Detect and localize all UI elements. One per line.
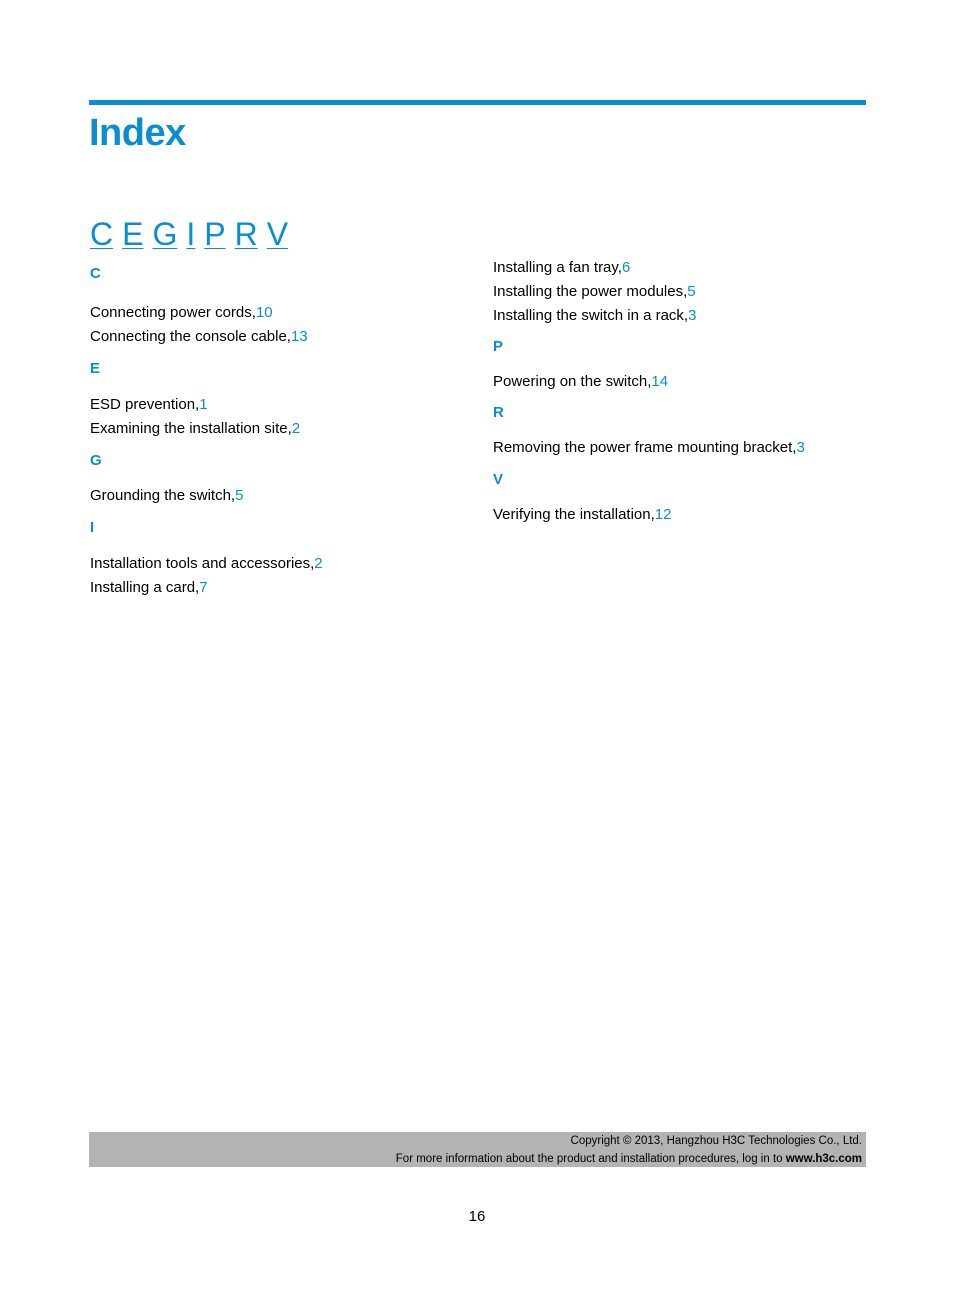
- index-entry: [90, 325, 470, 349]
- entry-page-link[interactable]: 3: [688, 307, 697, 324]
- entry-page-link[interactable]: 2: [291, 420, 301, 437]
- entry-page-link[interactable]: 13: [290, 328, 308, 345]
- index-entry: [493, 280, 873, 304]
- entry-page-link[interactable]: 14: [651, 373, 669, 390]
- letter-index-nav: [90, 214, 288, 254]
- entry-text: Connecting the console cable,: [90, 328, 291, 345]
- letter-link-i[interactable]: I: [186, 216, 196, 252]
- footer-website-link[interactable]: www.h3c.com: [785, 1153, 862, 1165]
- index-entry: [493, 370, 873, 394]
- index-column-left: [90, 256, 470, 600]
- entry-page-link[interactable]: 7: [199, 579, 208, 596]
- section-letter-p: P: [493, 338, 504, 355]
- index-entry: [493, 503, 873, 527]
- entry-page-link[interactable]: 6: [621, 259, 631, 276]
- section-letter-c: C: [90, 265, 101, 282]
- section-letter-r: R: [493, 404, 504, 421]
- entry-page-link[interactable]: 1: [199, 396, 208, 413]
- letter-link-g[interactable]: G: [152, 216, 178, 252]
- entry-page-link[interactable]: 2: [314, 555, 323, 572]
- entry-text: Installing a card,: [90, 579, 200, 596]
- entry-text: Grounding the switch,: [90, 487, 236, 504]
- section-letter-v: V: [493, 471, 504, 488]
- entry-text: Verifying the installation,: [493, 506, 655, 523]
- footer-copyright: Copyright © 2013, Hangzhou H3C Technologies Co., Ltd.: [570, 1135, 862, 1147]
- entry-text: Installation tools and accessories,: [90, 555, 315, 572]
- footer-info: [396, 1151, 862, 1167]
- entry-page-link[interactable]: 5: [687, 283, 696, 300]
- index-entry: [493, 304, 873, 328]
- entry-text: Installing the power modules,: [493, 283, 688, 300]
- entry-text: Examining the installation site,: [90, 420, 292, 437]
- title-rule: [89, 100, 866, 105]
- index-entry: [90, 301, 470, 325]
- section-letter-i: I: [90, 519, 95, 536]
- entry-page-link[interactable]: 12: [654, 506, 672, 523]
- letter-link-c[interactable]: C: [90, 216, 114, 252]
- index-entry: [90, 576, 470, 600]
- entry-text: Powering on the switch,: [493, 373, 652, 390]
- index-entry: [90, 417, 470, 441]
- section-letter-g: G: [90, 452, 102, 469]
- entry-text: Connecting power cords,: [90, 304, 256, 321]
- index-column-right: [493, 256, 873, 527]
- entry-page-link[interactable]: 10: [255, 304, 273, 321]
- entry-text: Removing the power frame mounting bracket,: [493, 439, 797, 456]
- index-entry: [90, 484, 470, 508]
- footer-band: [89, 1132, 866, 1167]
- entry-text: ESD prevention,: [90, 396, 200, 413]
- letter-link-r[interactable]: R: [234, 216, 258, 252]
- entry-page-link[interactable]: 3: [796, 439, 805, 456]
- index-entry: [90, 552, 470, 576]
- letter-link-e[interactable]: E: [122, 216, 144, 252]
- index-entry: [493, 256, 873, 280]
- index-entry: [90, 393, 470, 417]
- page-number: 16: [468, 1208, 486, 1225]
- page-title: Index: [89, 112, 186, 154]
- entry-page-link[interactable]: 5: [235, 487, 244, 504]
- letter-link-p[interactable]: P: [204, 216, 226, 252]
- footer-info-text: For more information about the product and installation procedures, log in to: [395, 1153, 786, 1165]
- letter-link-v[interactable]: V: [266, 216, 289, 252]
- entry-text: Installing a fan tray,: [493, 259, 622, 276]
- index-entry: [493, 436, 873, 460]
- section-letter-e: E: [90, 360, 101, 377]
- entry-text: Installing the switch in a rack,: [493, 307, 689, 324]
